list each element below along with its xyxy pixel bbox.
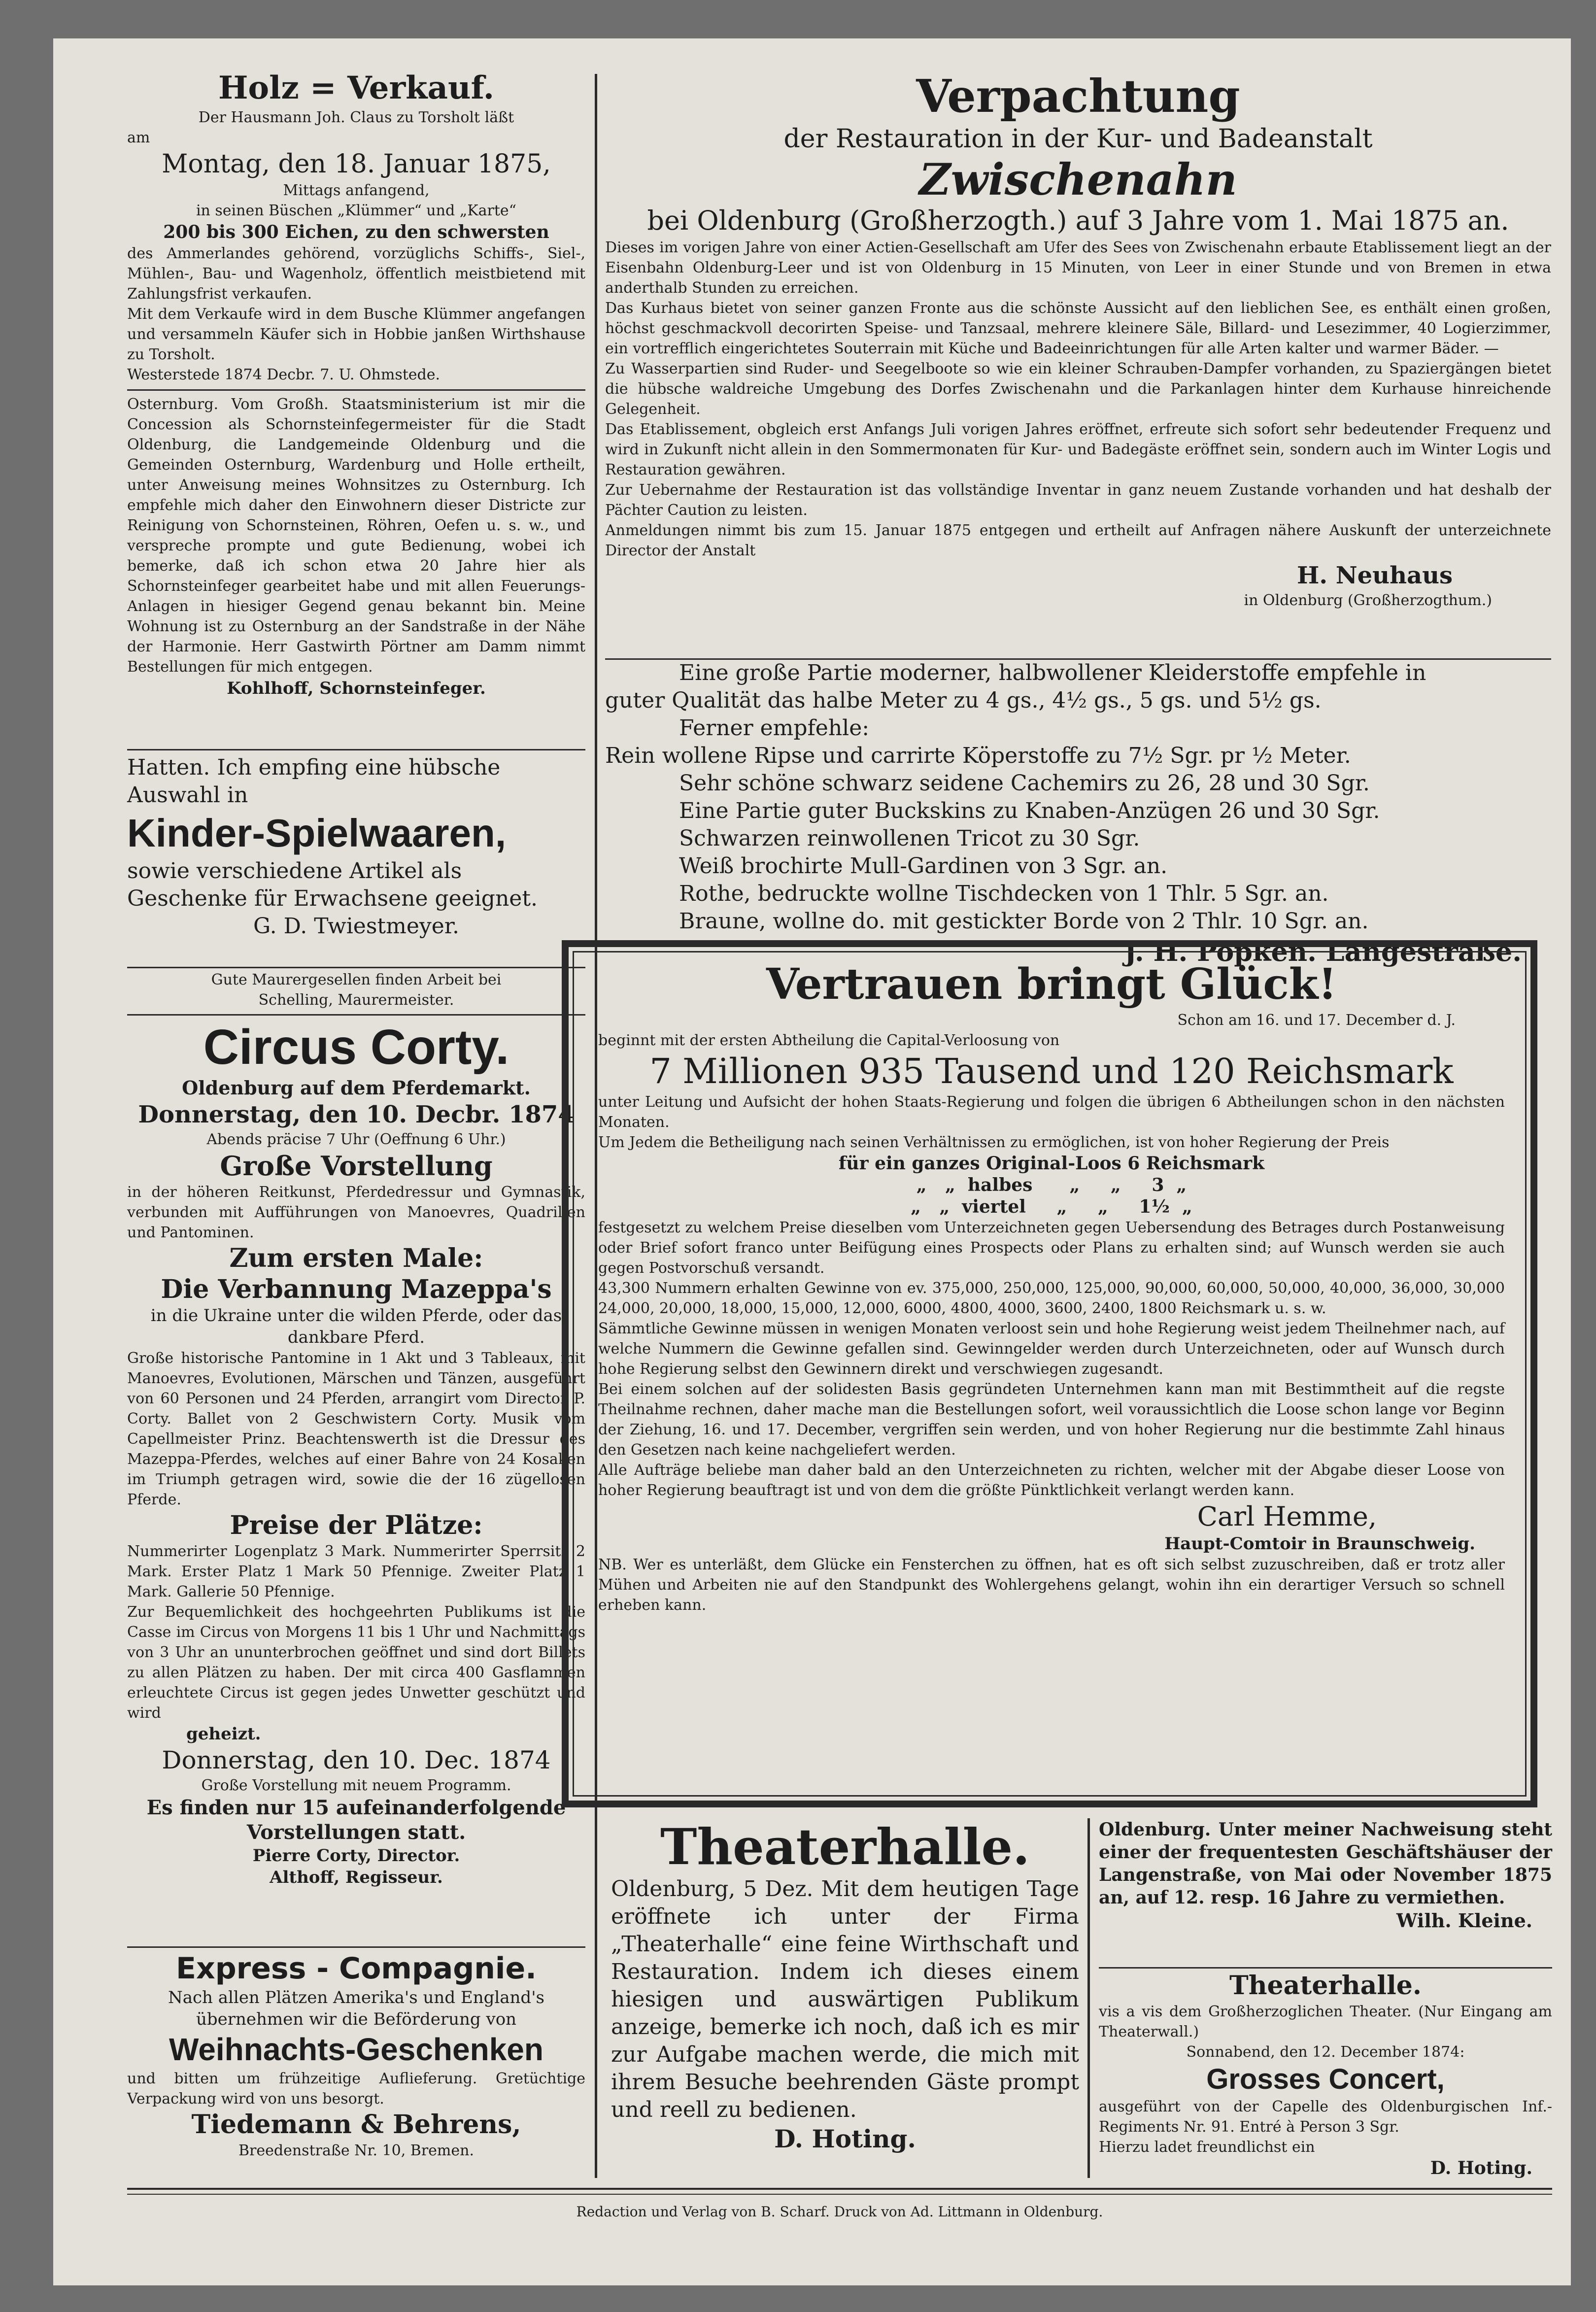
express-signature: Tiedemann & Behrens, — [191, 2109, 521, 2140]
verpacht-para-6: Anmeldungen nimmt bis zum 15. Januar 1875 entgegen und ertheilt auf Anfragen nähere Auskunft der unterzeichnete Director der Anstalt — [605, 522, 1551, 559]
hatten-signature: G. D. Twiestmeyer. — [253, 914, 459, 939]
circus-signature-1: Pierre Corty, Director. — [252, 1846, 460, 1866]
divider-4 — [127, 1014, 585, 1016]
express-weihnachts-geschenken: Weihnachts-Geschenken — [169, 2032, 543, 2067]
verpacht-para-1: Dieses im vorigen Jahre von einer Actien-Gesellschaft am Ufer des Sees von Zwischenahn erbaute Etablissement liegt an der Eisenbahn Oldenburg-Leer und ist von Oldenburg in 15 Minuten, von Leer in einer Stunde und von Bremen in etwa anderthalb Stunden zu erreichen. — [605, 239, 1551, 297]
lotto-nb: NB. Wer es unterläßt, dem Glücke ein Fensterchen zu öffnen, hat es oft sich selbst zuzuschreiben, daß er trotz aller Mühen und Arbeiten nie auf den Standpunkt des Wohlergehens gelangt, wohin ihn ein derartiger Versuch so schnell erheben kann. — [598, 1556, 1505, 1614]
schorn-text: Osternburg. Vom Großh. Staatsministerium ist mir die Concession als Schornsteinfegermeister für die Stadt Oldenburg, die Landgemeinde Oldenburg und die Gemeinden Osternburg, Wardenburg und Holle ertheilt, unter Anweisung meines Wohnsitzes zu Osternburg. Ich empfehle mich daher den Einwohnern dieser Districte zur Reinigung von Schornsteinen, Röhren, Oefen u. s. w., und verspreche prompte und gute Bedienung, wobei ich bemerke, daß ich schon etwa 20 Jahre hier als Schornsteinfeger gearbeitet habe und mit allen Feuerungs-Anlagen in hiesiger Gegend genau bekannt bin. Meine Wohnung ist zu Osternburg an der Sandstraße in der Nähe der Harmonie. Herr Gastwirth Pörtner am Damm nimmt Bestellungen für mich entgegen. — [127, 396, 585, 676]
theater2-line-1: vis a vis dem Großherzoglichen Theater. (Nur Eingang am Theaterwall.) — [1099, 2003, 1552, 2040]
holz-line-1: Der Hausmann Joh. Claus zu Torsholt läßt — [198, 109, 514, 126]
lotto-line-3: unter Leitung und Aufsicht der hohen Staats-Regierung und folgen die übrigen 6 Abtheilungen schon in den nächsten Monaten. — [598, 1093, 1505, 1131]
theater2-grosses-concert: Grosses Concert, — [1206, 2063, 1445, 2095]
lotto-price-row-1: für ein ganzes Original-Loos 6 Reichsmark — [838, 1153, 1265, 1174]
lotto-price-row-3: „ „ viertel „ „ 1½ „ — [911, 1196, 1192, 1217]
popken-line-3: Ferner empfehle: — [679, 715, 870, 741]
ad-popken-stoffe — [605, 659, 1551, 968]
circus-line-14: Donnerstag, den 10. Dec. 1874 — [162, 1746, 551, 1774]
theater2-signature: D. Hoting. — [1430, 2158, 1532, 2178]
holz-signature: Westerstede 1874 Decbr. 7. U. Ohmstede. — [127, 366, 441, 383]
verpacht-para-4: Das Etablissement, obgleich erst Anfangs Juli vorigen Jahres eröffnet, erfreute sich sofort sehr bedeutender Frequenz und wird in Zukunft nicht allein in den Sommermonaten für Kur- und Badegäste eröffnet sein, sondern auch im Winter Logis und Restauration gewähren. — [605, 421, 1551, 478]
lotto-line-9: Alle Aufträge beliebe man daher bald an den Unterzeichneten zu richten, welcher mit der Abgabe dieser Loose von hoher Regierung beauftragt ist und von dem die größte Pünktlichkeit verlangt werden kann. — [598, 1462, 1505, 1499]
lotto-line-2: beginnt mit der ersten Abtheilung die Capital-Verloosung von — [598, 1032, 1060, 1049]
divider-1 — [127, 389, 585, 391]
lotto-line-4: Um Jedem die Betheiligung nach seinen Verhältnissen zu ermöglichen, ist von hoher Regierung der Preis — [598, 1134, 1390, 1151]
verpacht-title: Verpachtung — [916, 69, 1240, 123]
ad-verpachtung — [605, 69, 1551, 611]
lotto-price-row-2: „ „ halbes „ „ 3 „ — [916, 1175, 1187, 1195]
express-line-2: und bitten um frühzeitige Auflieferung. Gretüchtige Verpackung wird von uns besorgt. — [127, 2070, 585, 2108]
verpacht-para-3: Zu Wasserpartien sind Ruder- und Seegelboote so wie ein kleiner Schrauben-Dampfer vorhanden, zu Spaziergängen bietet die hübsche waldreiche Umgebung des Dorfes Zwischenahn und die Parkanlagen hinter dem Kurhause hinreichende Gelegenheit. — [605, 360, 1551, 418]
express-line-1: Nach allen Plätzen Amerika's und England's übernehmen wir die Beförderung von — [168, 1988, 544, 2029]
verpacht-signature-2: in Oldenburg (Großherzogthum.) — [1244, 592, 1492, 609]
circus-line-3: Abends präcise 7 Uhr (Oeffnung 6 Uhr.) — [206, 1131, 506, 1148]
imprint-footer: Redaction und Verlag von B. Scharf. Druck von Ad. Littmann in Oldenburg. — [576, 2204, 1103, 2220]
hatten-kinder-spielwaaren: Kinder-Spielwaaren, — [127, 811, 507, 855]
footer-rule-2 — [127, 2194, 1552, 2195]
circus-line-5: in der höheren Reitkunst, Pferdedressur und Gymnastik, verbunden mit Aufführungen von Manoevres, Quadrillen und Pantominen. — [127, 1184, 585, 1241]
circus-title: Circus Corty. — [203, 1020, 509, 1075]
kleine-signature: Wilh. Kleine. — [1396, 1909, 1532, 1932]
ad-maurergesellen — [127, 970, 585, 1010]
circus-line-8: in die Ukraine unter die wilden Pferde, oder das dankbare Pferd. — [150, 1306, 562, 1347]
lotto-title: Vertrauen bringt Glück! — [766, 959, 1337, 1009]
holz-line-7: Mit dem Verkaufe wird in dem Busche Klümmer angefangen und versammeln Käufer sich in Hobbie janßen Wirthshause zu Torsholt. — [127, 306, 585, 363]
popken-line-1: Eine große Partie moderner, halbwollener Kleiderstoffe empfehle in — [679, 660, 1426, 685]
verpacht-para-2: Das Kurhaus bietet von seiner ganzen Fronte aus die schönste Aussicht auf den lieblichen See, es enthält einen großen, höchst geschmackvoll decorirten Speise- und Tanzsaal, mehrere kleinere Säle, Billard- und Lesezimmer, 40 Logierzimmer, ein vortrefflich eingerichtetes Souterrain mit Küche und Badeeinrichtungen für alle Arten kalter und warmer Bäder. — — [605, 300, 1551, 357]
circus-line-13: geheizt. — [186, 1724, 261, 1744]
verpacht-line-3: bei Oldenburg (Großherzogth.) auf 3 Jahre vom 1. Mai 1875 an. — [647, 205, 1509, 236]
circus-line-12: Zur Bequemlichkeit des hochgeehrten Publikums ist die Casse im Circus von Morgens 11 bis 1 Uhr und Nachmittags von 3 Uhr an ununterbrochen geöffnet und sind dort Billets zu allen Plätzen zu haben. Der mit circa 400 Gasflammen erleuchtete Circus ist gegen jedes Unwetter geschützt und wird — [127, 1603, 585, 1722]
divider-3 — [127, 967, 585, 968]
holz-title: Holz = Verkauf. — [218, 69, 495, 106]
verpacht-para-5: Zur Uebernahme der Restauration ist das vollständige Inventar in ganz neuem Zustande vorhanden und hat deshalb der Pächter Caution zu leisten. — [605, 481, 1551, 519]
divider-2 — [127, 749, 585, 750]
circus-line-9: Große historische Pantomine in 1 Akt und 3 Tableaux, mit Manoevres, Evolutionen, Märschen und Tänzen, ausgeführt von 60 Personen und 24 Pferden, arrangirt vom Director P. Corty. Ballet von 2 Geschwistern Corty. Musik vom Capellmeister Prinz. Beachtenswerth ist die Dressur des Mazeppa-Pferdes, welches auf einer Bahre von 24 Kosaken im Triumph getragen wird, sowie die der 16 zügellosen Pferde. — [127, 1350, 585, 1508]
popken-signature: J. H. Popken. Langestraße. — [1124, 936, 1522, 967]
verpacht-line-1: der Restauration in der Kur- und Badeanstalt — [783, 124, 1373, 154]
ad-circus-corty — [127, 1018, 585, 1888]
theater1-title: Theaterhalle. — [660, 1818, 1030, 1876]
verpacht-signature: H. Neuhaus — [1296, 562, 1453, 589]
holz-date: Montag, den 18. Januar 1875, — [162, 149, 551, 179]
lotto-line-1: Schon am 16. und 17. December d. J. — [1177, 1012, 1456, 1029]
ad-kleine-vermiethung — [1099, 1818, 1552, 1933]
verpacht-zwischenahn: Zwischenahn — [919, 154, 1237, 205]
holz-line-6: des Ammerlandes gehörend, vorzüglichs Schiffs-, Siel-, Mühlen-, Bau- und Wagenholz, öffentlich meistbietend mit Zahlungsfrist verkaufen. — [127, 245, 585, 303]
circus-line-1: Oldenburg auf dem Pferdemarkt. — [182, 1077, 531, 1099]
ad-hatten-spielwaaren — [127, 754, 585, 940]
holz-line-4: in seinen Büschen „Klümmer“ und „Karte“ — [196, 202, 517, 219]
theater2-line-4: Hierzu ladet freundlichst ein — [1099, 2139, 1315, 2156]
ad-schornsteinfeger — [127, 394, 585, 700]
ad-theaterhalle-hoting — [611, 1818, 1079, 2154]
maurer-line-1: Gute Maurergesellen finden Arbeit bei — [211, 971, 502, 988]
ad-express-compagnie — [127, 1950, 585, 2161]
schorn-signature: Kohlhoff, Schornsteinfeger. — [227, 679, 486, 698]
hatten-line-2: Auswahl in — [127, 782, 248, 808]
circus-line-6: Zum ersten Male: — [229, 1243, 483, 1273]
kleine-text: Oldenburg. Unter meiner Nachweisung steht einer der frequentesten Geschäftshäuser der Langenstraße, von Mai oder November 1875 an, auf 12. resp. 16 Jahre zu vermiethen. — [1099, 1819, 1552, 1908]
theater2-title: Theaterhalle. — [1229, 1971, 1422, 2001]
holz-line-2: am — [127, 129, 150, 146]
hatten-line-1: Hatten. Ich empfing eine hübsche — [127, 755, 501, 780]
theater1-text: Oldenburg, 5 Dez. Mit dem heutigen Tage eröffnete ich unter der Firma „Theaterhalle“ eine feine Wirthschaft und Restauration. Indem ich dieses einem hiesigen und auswärtigen Publikum anzeige, bemerke ich noch, daß ich es mir zur Aufgabe machen werde, die mich mit ihrem Besuche beehrenden Gäste prompt und reell zu bedienen. — [611, 1876, 1079, 2122]
popken-line-8: Weiß brochirte Mull-Gardinen von 3 Sgr. an. — [679, 853, 1168, 879]
maurer-line-2: Schelling, Maurermeister. — [258, 991, 454, 1009]
footer-rule — [127, 2188, 1552, 2190]
divider-7 — [1099, 1967, 1552, 1969]
circus-signature-2: Althoff, Regisseur. — [270, 1868, 443, 1887]
column-divider-bottom-right — [1087, 1818, 1090, 2178]
lotto-line-7: Sämmtliche Gewinne müssen in wenigen Monaten verloost sein und hohe Regierung weist jedem Theilnehmer nach, auf welche Nummern die Gewinne gefallen sind. Gewinngelder werden durch Unterzeichneten, oder auf Wunsch durch hohe Regierung selbst den Gewinnern direkt und verschwiegen zugesandt. — [598, 1320, 1505, 1378]
theater1-signature: D. Hoting. — [774, 2124, 916, 2153]
popken-line-6: Eine Partie guter Buckskins zu Knaben-Anzügen 26 und 30 Sgr. — [679, 798, 1380, 823]
ad-holz-verkauf — [127, 69, 585, 385]
popken-line-10: Braune, wollne do. mit gestickter Borde von 2 Thlr. 10 Sgr. an. — [679, 909, 1369, 934]
express-address: Breedenstraße Nr. 10, Bremen. — [238, 2142, 474, 2159]
circus-line-2: Donnerstag, den 10. Decbr. 1874 — [138, 1101, 575, 1128]
lotto-signature: Carl Hemme, — [1197, 1501, 1377, 1532]
circus-line-10: Preise der Plätze: — [230, 1510, 483, 1540]
lotto-signature-2: Haupt-Comtoir in Braunschweig. — [1164, 1534, 1475, 1554]
lotto-line-8: Bei einem solchen auf der solidesten Basis gegründeten Unternehmen kann man mit Bestimmtheit auf die regste Theilnahme rechnen, daher mache man die Bestellungen sofort, weil voraussichtlich die Loose schon lange vor Beginn der Ziehung, 16. und 17. December, vergriffen sein werden, und von hoher Regierung nur die bestimmte Zahl hinaus den Gesetzen nach keine nachgeliefert werden. — [598, 1381, 1505, 1459]
popken-line-4: Rein wollene Ripse und carrirte Köperstoffe zu 7½ Sgr. pr ½ Meter. — [605, 743, 1351, 768]
circus-line-4: Große Vorstellung — [220, 1150, 493, 1182]
ad-theaterhalle-concert — [1099, 1970, 1552, 2179]
circus-line-15: Große Vorstellung mit neuem Programm. — [201, 1777, 511, 1794]
circus-line-7: Die Verbannung Mazeppa's — [161, 1274, 552, 1304]
express-title: Express - Compagnie. — [176, 1951, 537, 1986]
popken-line-7: Schwarzen reinwollenen Tricot zu 30 Sgr. — [679, 826, 1140, 851]
popken-line-5: Sehr schöne schwarz seidene Cachemirs zu 26, 28 und 30 Sgr. — [679, 771, 1370, 796]
holz-line-5: 200 bis 300 Eichen, zu den schwersten — [163, 222, 549, 242]
ad-lotterie-hemme — [562, 940, 1537, 1807]
lotto-line-5: festgesetzt zu welchem Preise dieselben vom Unterzeichneten gegen Uebersendung des Betrages durch Postanweisung oder Brief sofort franco unter Beifügung eines Prospects oder Plans zu erhalten sind; auf Wunsch werden sie auch gegen Postvorschuß versandt. — [598, 1219, 1505, 1277]
hatten-line-3: sowie verschiedene Artikel als Geschenke für Erwachsene geeignet. — [127, 858, 538, 911]
lotto-big-amount: 7 Millionen 935 Tausend und 120 Reichsmark — [649, 1051, 1454, 1091]
lotto-line-6: 43,300 Nummern erhalten Gewinne von ev. 375,000, 250,000, 125,000, 90,000, 60,000, 50,000, 40,000, 36,000, 30,000 24,000, 20,000, 18,000, 15,000, 12,000, 6000, 4800, 4000, 3600, 2400, 1800 Reichsmark u. s. w. — [598, 1280, 1505, 1317]
popken-line-2: guter Qualität das halbe Meter zu 4 gs., 4½ gs., 5 gs. und 5½ gs. — [605, 688, 1322, 713]
holz-line-3: Mittags anfangend, — [283, 182, 430, 199]
circus-line-11: Nummerirter Logenplatz 3 Mark. Nummerirter Sperrsitz 2 Mark. Erster Platz 1 Mark 50 Pfennige. Zweiter Platz 1 Mark. Gallerie 50 Pfennige. — [127, 1543, 585, 1600]
divider-5 — [127, 1946, 585, 1948]
theater2-line-2: Sonnabend, den 12. December 1874: — [1186, 2043, 1465, 2061]
theater2-line-3: ausgeführt von der Capelle des Oldenburgischen Inf.-Regiments Nr. 91. Entré à Person 3 Sgr. — [1099, 2098, 1552, 2136]
popken-line-9: Rothe, bedruckte wollne Tischdecken von 1 Thlr. 5 Sgr. an. — [679, 881, 1329, 906]
circus-line-16: Es finden nur 15 aufeinanderfolgende Vorstellungen statt. — [146, 1796, 566, 1844]
